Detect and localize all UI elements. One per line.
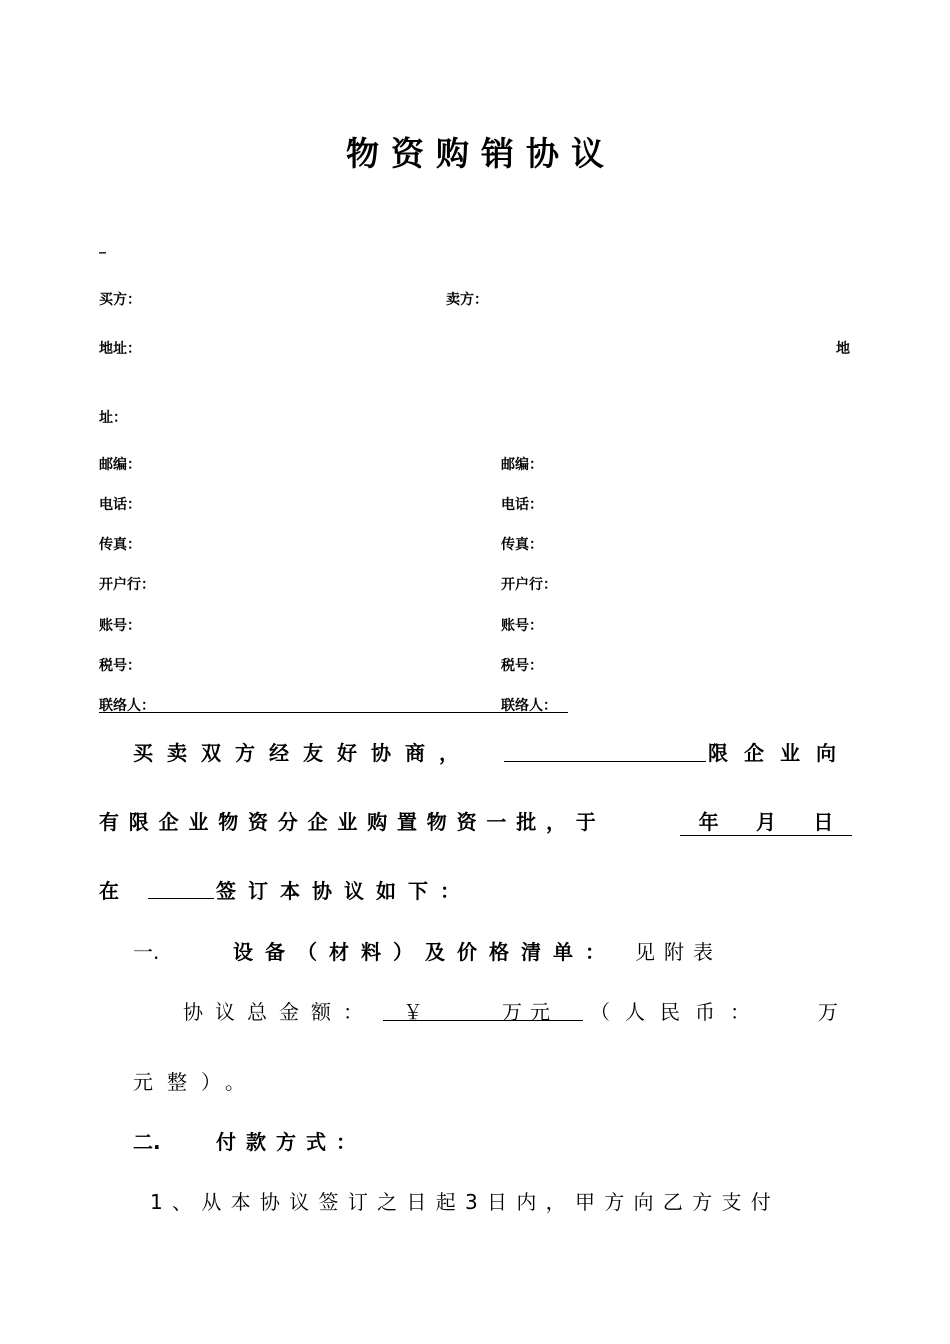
total-amount-label: 协议总金额： xyxy=(183,1000,375,1024)
section2-number: 二. xyxy=(133,1130,161,1154)
buyer-contact-label: 联络人： xyxy=(99,698,155,714)
seller-bank-label: 开户行： xyxy=(501,577,557,593)
total-amount-unit: 万元 xyxy=(502,1000,558,1024)
agreement-date xyxy=(680,806,852,836)
contact-underline xyxy=(99,712,568,713)
seller-address-label-bottom: 址： xyxy=(99,410,127,426)
payment-item-1: 1、从本协议签订之日起3日内，甲方向乙方支付 xyxy=(150,1190,781,1214)
date-day-label: 日 xyxy=(813,810,834,834)
seller-account-label: 账号： xyxy=(501,618,543,634)
para1-line2: 有限企业物资分企业购置物资一批，于 xyxy=(99,810,606,834)
para1-line3-start: 在 xyxy=(99,879,119,903)
buyer-label: 买方： xyxy=(99,292,141,308)
section1-number: 一. xyxy=(133,940,160,964)
company-name-blank xyxy=(504,761,706,762)
buyer-phone-label: 电话： xyxy=(99,497,141,513)
date-year-label: 年 xyxy=(698,810,719,834)
date-month-label: 月 xyxy=(755,810,776,834)
currency-symbol: ￥ xyxy=(403,1000,423,1024)
seller-label: 卖方： xyxy=(446,292,488,308)
buyer-address-label: 地址： xyxy=(99,341,141,357)
buyer-fax-label: 传真： xyxy=(99,537,141,553)
section2-title: 付款方式： xyxy=(216,1130,366,1154)
rmb-end: 元整）。 xyxy=(133,1070,259,1094)
buyer-bank-label: 开户行： xyxy=(99,577,155,593)
document-title: 物资购销协议 xyxy=(346,134,616,173)
leading-dash: _ xyxy=(99,238,106,254)
para1-line3-end: 签订本协议如下： xyxy=(216,879,472,903)
seller-fax-label: 传真： xyxy=(501,537,543,553)
section1-value: 见附表 xyxy=(635,940,722,964)
section1-title: 设备（材料）及价格清单： xyxy=(233,940,617,964)
seller-contact-label: 联络人： xyxy=(501,698,557,714)
para1-line1-end: 限企业向 xyxy=(708,741,852,765)
buyer-postcode-label: 邮编： xyxy=(99,457,141,473)
buyer-tax-label: 税号： xyxy=(99,658,141,674)
total-amount-field xyxy=(383,996,583,1024)
seller-tax-label: 税号： xyxy=(501,658,543,674)
rmb-label: （人民币： xyxy=(590,1000,765,1024)
para1-line1: 买卖双方经友好协商， xyxy=(133,741,473,765)
location-blank xyxy=(148,898,214,899)
seller-postcode-label: 邮编： xyxy=(501,457,543,473)
buyer-account-label: 账号： xyxy=(99,618,141,634)
seller-phone-label: 电话： xyxy=(501,497,543,513)
rmb-unit: 万 xyxy=(818,1000,838,1024)
seller-address-label-top: 地 xyxy=(836,341,850,357)
